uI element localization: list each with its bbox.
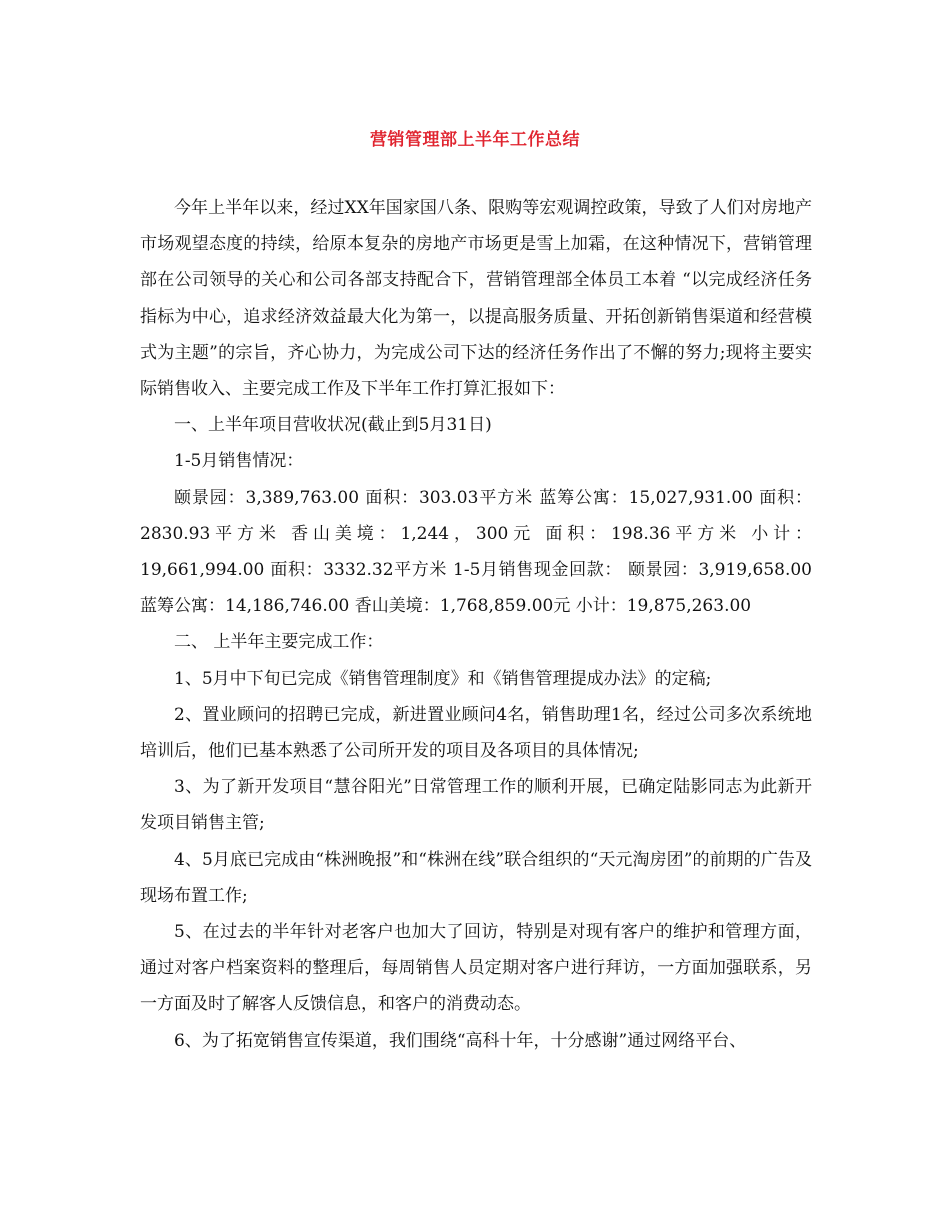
work-item-1: 1、5月中下旬已完成《销售管理制度》和《销售管理提成办法》的定稿; xyxy=(174,668,712,689)
document-title: 营销管理部上半年工作总结 xyxy=(370,130,580,150)
work-item-4: 4、5月底已完成由“株洲晚报”和“株洲在线”联合组织的“天元淘房团”的前期的广告及现场布置工作; xyxy=(140,849,812,906)
work-item-2: 2、置业顾问的招聘已完成，新进置业顾问4名，销售助理1名，经过公司多次系统地培训后，他们已基本熟悉了公司所开发的项目及各项目的具体情况; xyxy=(140,704,812,762)
work-item-3: 3、为了新开发项目“慧谷阳光”日常管理工作的顺利开展，已确定陆影同志为此新开发项目销售主管; xyxy=(140,777,812,834)
sales-subheading: 1-5月销售情况： xyxy=(174,451,304,472)
section-heading-revenue: 一、上半年项目营收状况(截止到5月31日) xyxy=(174,415,492,436)
document-body xyxy=(140,190,812,1059)
work-item-6: 6、为了拓宽销售宣传渠道，我们围绕“高科十年，十分感谢”通过网络平台、 xyxy=(174,1030,747,1051)
sales-figures-paragraph: 颐景园：3,389,763.00 面积：303.03平方米 蓝筹公寓：15,027,931.00 面积：2830.93平方米 香山美境：1,244，300元 面积：198.36平方米 小计：19,661,994.00 面积：3332.32平方米 1-5月销售现金回款： 颐景园：3,919,658.00 蓝筹公寓：14,186,746.00 香山美境：1,768,859.00元 小计：19,875,263.00 xyxy=(140,487,812,617)
intro-paragraph: 今年上半年以来，经过XX年国家国八条、限购等宏观调控政策，导致了人们对房地产市场观望态度的持续，给原本复杂的房地产市场更是雪上加霜，在这种情况下，营销管理部在公司领导的关心和公司各部支持配合下，营销管理部全体员工本着 “以完成经济任务指标为中心，追求经济效益最大化为第一，以提高服务质量、开拓创新销售渠道和经营模式为主题”的宗旨，齐心协力，为完成公司下达的经济任务作出了不懈的努力;现将主要实际销售收入、主要完成工作及下半年工作打算汇报如下： xyxy=(140,198,812,400)
section-heading-work: 二、 上半年主要完成工作： xyxy=(174,632,384,653)
work-item-5: 5、在过去的半年针对老客户也加大了回访，特别是对现有客户的维护和管理方面，通过对客户档案资料的整理后，每周销售人员定期对客户进行拜访，一方面加强联系，另一方面及时了解客人反馈信息，和客户的消费动态。 xyxy=(140,922,812,1015)
